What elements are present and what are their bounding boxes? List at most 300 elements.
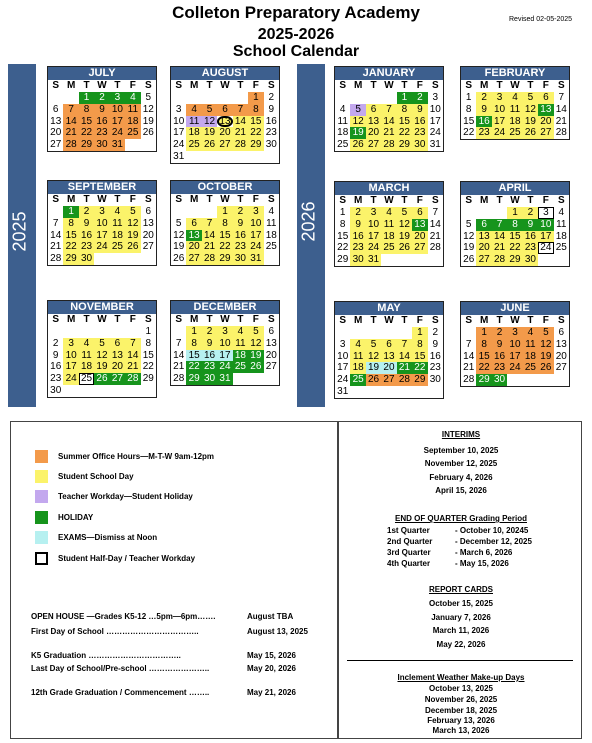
day-cell: 22	[142, 361, 154, 373]
day-cell: 22	[476, 362, 491, 374]
legend-student	[35, 470, 134, 482]
day-cell: 3	[366, 207, 381, 219]
day-cell: 6	[558, 327, 565, 338]
weekday-header: T	[401, 315, 408, 326]
day-cell: 16	[265, 115, 277, 127]
day-cell: 8	[412, 339, 427, 351]
day-cell: 16	[492, 351, 507, 363]
day-cell: 26	[350, 139, 365, 151]
grading-row	[387, 559, 509, 568]
weekday-header: T	[114, 314, 121, 325]
day-cell: 3	[432, 92, 439, 103]
day-cell: 5	[145, 92, 152, 103]
day-cell: 22	[397, 127, 412, 139]
day-cell: 19	[202, 127, 217, 139]
event-last-day: Last Day of School/Pre-school …………………..	[31, 664, 210, 673]
day-cell: 10	[63, 350, 78, 362]
day-cell: 29	[397, 139, 412, 151]
empty-cell	[335, 327, 350, 339]
day-cell: 17	[538, 231, 553, 243]
weekday-header: T	[237, 314, 244, 325]
day-cell: 26	[397, 242, 412, 254]
day-cell: 20	[265, 349, 277, 361]
day-cell: 24	[429, 127, 441, 139]
month-december	[170, 300, 280, 386]
month-name: OCTOBER	[171, 181, 279, 194]
day-cell: 10	[217, 338, 232, 350]
day-cell: 3	[507, 327, 522, 339]
day-cell: 8	[186, 338, 201, 350]
day-cell: 14	[397, 351, 412, 363]
day-cell: 17	[173, 127, 185, 139]
report-card-date: March 11, 2026	[432, 626, 490, 635]
weekday-header: T	[206, 314, 213, 325]
weekday-header: W	[220, 194, 230, 205]
day-cell: 14	[555, 103, 567, 115]
day-cell: 25	[233, 361, 248, 373]
day-cell: 11	[110, 218, 125, 230]
day-cell: 6	[217, 104, 232, 116]
weekday-header: S	[267, 314, 275, 325]
day-cell: 17	[492, 116, 507, 128]
day-cell: 23	[233, 241, 248, 253]
day-cell: 17	[110, 116, 125, 128]
grading-row	[387, 526, 528, 535]
day-cell: 7	[233, 104, 248, 116]
interims-heading: INTERIMS	[441, 430, 481, 439]
day-cell: 7	[492, 219, 507, 231]
day-cell: 4	[110, 206, 125, 218]
day-cell: 11	[523, 339, 538, 351]
day-cell: 10	[110, 104, 125, 116]
month-grid	[335, 195, 443, 266]
day-cell: 17	[94, 230, 109, 242]
day-cell: 19	[173, 241, 185, 253]
weekday-header: M	[189, 194, 199, 205]
day-cell: 30	[350, 254, 365, 266]
day-cell: 10	[248, 218, 263, 230]
legend-label: EXAMS—Dismiss at Noon	[58, 532, 158, 542]
day-cell: 14	[173, 349, 185, 361]
day-cell: 23	[350, 242, 365, 254]
day-cell: 25	[186, 139, 201, 151]
day-cell: 15	[79, 116, 94, 128]
day-cell: 30	[94, 139, 109, 151]
day-cell: 12	[94, 350, 109, 362]
day-cell: 13	[555, 338, 567, 350]
day-cell: 22	[63, 241, 78, 253]
weekday-header: T	[114, 194, 121, 205]
day-cell: 1	[339, 207, 346, 218]
month-grid	[171, 314, 279, 385]
day-cell: 20	[186, 241, 201, 253]
day-cell: 25	[79, 373, 94, 385]
day-cell: 4	[523, 327, 538, 339]
day-cell: 21	[63, 127, 78, 139]
day-cell: 30	[265, 139, 277, 151]
holiday-swatch	[35, 511, 48, 524]
empty-cell	[79, 326, 94, 338]
day-cell: 6	[366, 104, 381, 116]
day-cell: 4	[381, 207, 396, 219]
day-cell: 5	[202, 104, 217, 116]
day-cell: 1	[145, 326, 152, 337]
weekday-header: F	[252, 194, 259, 205]
weekday-header: F	[542, 195, 549, 206]
weekday-header: W	[97, 80, 107, 91]
day-cell: 9	[52, 349, 59, 361]
day-cell: 26	[173, 253, 185, 265]
day-cell: 16	[429, 350, 441, 362]
day-cell: 21	[233, 127, 248, 139]
day-cell: 9	[94, 104, 109, 116]
legend-holiday	[35, 511, 93, 523]
month-february	[460, 66, 570, 140]
day-cell: 19	[463, 242, 475, 254]
weekday-header: S	[144, 80, 152, 91]
day-cell: 8	[217, 218, 232, 230]
day-cell: 3	[248, 206, 263, 218]
weekday-header: T	[496, 80, 503, 91]
month-grid	[48, 194, 156, 265]
day-cell: 14	[63, 116, 78, 128]
school-year: 2025-2026	[257, 26, 335, 43]
year-bar-2025	[8, 64, 36, 407]
day-cell: 2	[233, 206, 248, 218]
weekday-header: W	[510, 80, 520, 91]
day-cell: 19	[248, 350, 263, 362]
day-cell: 17	[217, 350, 232, 362]
empty-cell	[397, 327, 412, 339]
grading-row	[387, 537, 532, 546]
day-cell: 7	[558, 92, 565, 103]
month-january	[334, 66, 444, 152]
day-cell: 20	[381, 362, 396, 374]
report-card-date: October 15, 2025	[428, 599, 494, 608]
month-name: JANUARY	[335, 67, 443, 80]
day-cell: 22	[463, 127, 475, 139]
day-cell: 12	[397, 219, 412, 231]
day-cell: 2	[432, 327, 439, 338]
day-cell: 22	[217, 241, 232, 253]
weekday-header: F	[542, 315, 549, 326]
day-cell: 23	[476, 127, 491, 139]
day-cell: 30	[429, 374, 441, 386]
empty-cell	[171, 326, 186, 338]
weekday-header: S	[52, 314, 60, 325]
day-cell: 11	[556, 218, 567, 230]
weekday-header: S	[465, 195, 473, 206]
report-cards-heading: REPORT CARDS	[428, 585, 493, 594]
day-cell: 4	[339, 103, 346, 115]
day-cell: 26	[523, 127, 538, 139]
weekday-header: F	[542, 80, 549, 91]
weekday-header: M	[479, 80, 489, 91]
day-cell: 13	[142, 217, 154, 229]
day-cell: 25	[523, 362, 538, 374]
day-cell: 21	[381, 127, 396, 139]
day-cell: 20	[538, 116, 553, 128]
empty-cell	[202, 206, 217, 218]
day-cell: 21	[50, 241, 62, 253]
day-cell: 29	[412, 374, 427, 386]
day-cell: 6	[476, 219, 491, 231]
day-cell: 6	[110, 338, 125, 350]
day-cell: 9	[202, 338, 217, 350]
day-cell: 9	[268, 103, 275, 115]
day-cell: 10	[337, 350, 349, 362]
day-cell: 12	[202, 116, 217, 128]
weekday-header: M	[66, 314, 76, 325]
day-cell: 7	[63, 104, 78, 116]
weather-date: November 26, 2025	[424, 695, 498, 704]
day-cell: 3	[538, 207, 553, 219]
day-cell: 9	[79, 218, 94, 230]
day-cell: 5	[523, 92, 538, 104]
day-cell: 7	[175, 337, 182, 349]
day-cell: 4	[507, 92, 522, 104]
empty-cell	[461, 327, 476, 339]
legend-label: Teacher Workday—Student Holiday	[58, 491, 193, 501]
weekday-header: F	[129, 80, 136, 91]
day-cell: 2	[79, 206, 94, 218]
day-cell: 10	[94, 218, 109, 230]
month-name: JUNE	[461, 302, 569, 315]
month-name: FEBRUARY	[461, 67, 569, 80]
weekday-header: T	[370, 195, 377, 206]
weekday-header: W	[220, 80, 230, 91]
day-cell: 26	[248, 361, 263, 373]
day-cell: 15	[217, 230, 232, 242]
day-cell: 24	[94, 241, 109, 253]
empty-cell	[350, 92, 365, 104]
day-cell: 15	[248, 116, 263, 128]
day-cell: 24	[173, 139, 185, 151]
dates-panel	[338, 421, 582, 739]
day-cell: 20	[142, 229, 154, 241]
day-cell: 20	[217, 127, 232, 139]
event-date: May 20, 2026	[247, 664, 296, 673]
day-cell: 18	[79, 361, 94, 373]
empty-cell	[48, 326, 63, 338]
weekday-header: M	[479, 315, 489, 326]
day-cell: 18	[507, 116, 522, 128]
day-cell: 26	[538, 362, 553, 374]
day-cell: 29	[337, 254, 349, 266]
day-cell: 20	[50, 127, 62, 139]
day-cell: 6	[186, 218, 201, 230]
day-cell: 22	[507, 242, 522, 254]
legend-panel	[10, 421, 338, 739]
day-cell: 19	[523, 116, 538, 128]
empty-cell	[171, 92, 186, 104]
month-name: DECEMBER	[171, 301, 279, 314]
day-cell: 15	[507, 231, 522, 243]
day-cell: 18	[125, 116, 140, 128]
day-cell: 22	[248, 127, 263, 139]
empty-cell	[366, 327, 381, 339]
day-cell: 20	[476, 242, 491, 254]
day-cell: 25	[337, 139, 349, 151]
day-cell: 4	[125, 92, 140, 104]
empty-cell	[125, 326, 140, 338]
day-cell: 18	[337, 127, 349, 139]
day-cell: 11	[350, 351, 365, 363]
workday-swatch	[35, 490, 48, 503]
weekday-header: T	[237, 194, 244, 205]
day-cell: 4	[268, 206, 275, 217]
day-cell: 27	[50, 139, 62, 151]
day-cell: 24	[63, 373, 78, 385]
empty-cell	[233, 92, 248, 104]
day-cell: 28	[397, 374, 412, 386]
grading-heading: END OF QUARTER Grading Period	[394, 514, 527, 523]
day-cell: 13	[50, 115, 62, 127]
day-cell: 10	[173, 115, 185, 127]
day-cell: 27	[538, 127, 553, 139]
month-name: MAY	[335, 302, 443, 315]
day-cell: 22	[186, 361, 201, 373]
day-cell: 29	[248, 139, 263, 151]
day-cell: 8	[397, 104, 412, 116]
day-cell: 10	[538, 219, 553, 231]
weekday-header: S	[52, 80, 60, 91]
weekday-header: T	[401, 195, 408, 206]
quarter-label: 3rd Quarter	[387, 548, 431, 557]
day-cell: 11	[507, 104, 522, 116]
day-cell: 21	[173, 361, 185, 373]
day-cell: 13	[265, 337, 277, 349]
legend-label: Summer Office Hours—M-T-W 9am-12pm	[58, 451, 215, 461]
day-cell: 24	[366, 242, 381, 254]
day-cell: 22	[79, 127, 94, 139]
day-cell: 9	[350, 219, 365, 231]
day-cell: 25	[125, 127, 140, 139]
day-cell: 26	[142, 127, 154, 139]
day-cell: 18	[110, 230, 125, 242]
student-swatch	[35, 470, 48, 483]
weather-date: March 13, 2026	[432, 726, 490, 735]
weekday-header: S	[465, 80, 473, 91]
day-cell: 24	[538, 242, 553, 254]
day-cell: 27	[265, 361, 277, 373]
quarter-date: - December 12, 2025	[455, 537, 532, 546]
day-cell: 29	[142, 373, 154, 385]
day-cell: 6	[268, 326, 275, 337]
day-cell: 12	[366, 351, 381, 363]
day-cell: 11	[186, 116, 201, 128]
day-cell: 30	[412, 139, 427, 151]
day-cell: 31	[173, 150, 185, 162]
day-cell: 21	[125, 361, 140, 373]
day-cell: 31	[366, 254, 381, 266]
day-cell: 7	[432, 207, 439, 218]
empty-cell	[461, 207, 476, 219]
day-cell: 1	[186, 326, 201, 338]
weekday-header: M	[479, 195, 489, 206]
day-cell: 24	[507, 362, 522, 374]
weekday-header: T	[206, 80, 213, 91]
day-cell: 1	[412, 327, 427, 339]
quarter-date: - May 15, 2026	[455, 559, 509, 568]
year-bar-2026	[297, 64, 325, 407]
day-cell: 2	[268, 92, 275, 103]
weekday-header: M	[353, 195, 363, 206]
day-cell: 12	[538, 339, 553, 351]
month-name: MARCH	[335, 182, 443, 195]
event-k5-graduation: K5 Graduation ……………………………..	[31, 651, 181, 660]
month-grid	[335, 80, 443, 151]
day-cell: 7	[465, 338, 472, 350]
day-cell: 1	[397, 92, 412, 104]
day-cell: 11	[337, 115, 348, 127]
day-cell: 2	[94, 92, 109, 104]
weekday-header: F	[252, 314, 259, 325]
calendar-subtitle: School Calendar	[232, 43, 360, 60]
weekday-header: F	[129, 194, 136, 205]
empty-cell	[217, 92, 232, 104]
event-date: August TBA	[247, 612, 294, 621]
weekday-header: F	[252, 80, 259, 91]
day-cell: 18	[555, 230, 567, 242]
day-cell: 2	[492, 327, 507, 339]
legend-label: Student Half-Day / Teacher Workday	[58, 553, 196, 563]
day-cell: 8	[339, 218, 346, 230]
empty-cell	[48, 92, 63, 104]
day-cell: 24	[110, 127, 125, 139]
day-cell: 15	[142, 349, 154, 361]
day-cell: 27	[110, 373, 125, 385]
day-cell: 16	[233, 230, 248, 242]
day-cell: 15	[63, 230, 78, 242]
day-cell: 14	[125, 350, 140, 362]
weekday-header: S	[175, 80, 183, 91]
day-cell: 16	[79, 230, 94, 242]
empty-cell	[63, 326, 78, 338]
legend-exam	[35, 531, 157, 543]
weekday-header: S	[175, 194, 183, 205]
day-cell: 27	[142, 241, 154, 253]
weekday-header: S	[431, 315, 439, 326]
weekday-header: M	[189, 314, 199, 325]
day-cell: 29	[217, 253, 232, 265]
empty-cell	[335, 92, 350, 104]
day-cell: 19	[125, 230, 140, 242]
legend-summer	[35, 450, 214, 462]
month-grid	[48, 80, 156, 151]
day-cell: 12	[125, 218, 140, 230]
report-card-date: January 7, 2026	[431, 613, 491, 622]
day-cell: 29	[79, 139, 94, 151]
empty-cell	[63, 92, 78, 104]
day-cell: 30	[492, 374, 507, 386]
event-date: May 15, 2026	[247, 651, 296, 660]
day-cell: 15	[337, 230, 349, 242]
day-cell: 23	[202, 361, 217, 373]
day-cell: 28	[125, 373, 140, 385]
weekday-header: T	[370, 80, 377, 91]
day-cell: 25	[110, 241, 125, 253]
year-label-2025: 2025	[9, 211, 30, 252]
day-cell: 16	[94, 116, 109, 128]
day-cell: 23	[50, 373, 62, 385]
day-cell: 7	[52, 217, 59, 229]
day-cell: 8	[465, 103, 472, 115]
day-cell: 21	[492, 242, 507, 254]
day-cell: 8	[507, 219, 522, 231]
month-grid	[171, 194, 279, 265]
weekday-header: T	[206, 194, 213, 205]
